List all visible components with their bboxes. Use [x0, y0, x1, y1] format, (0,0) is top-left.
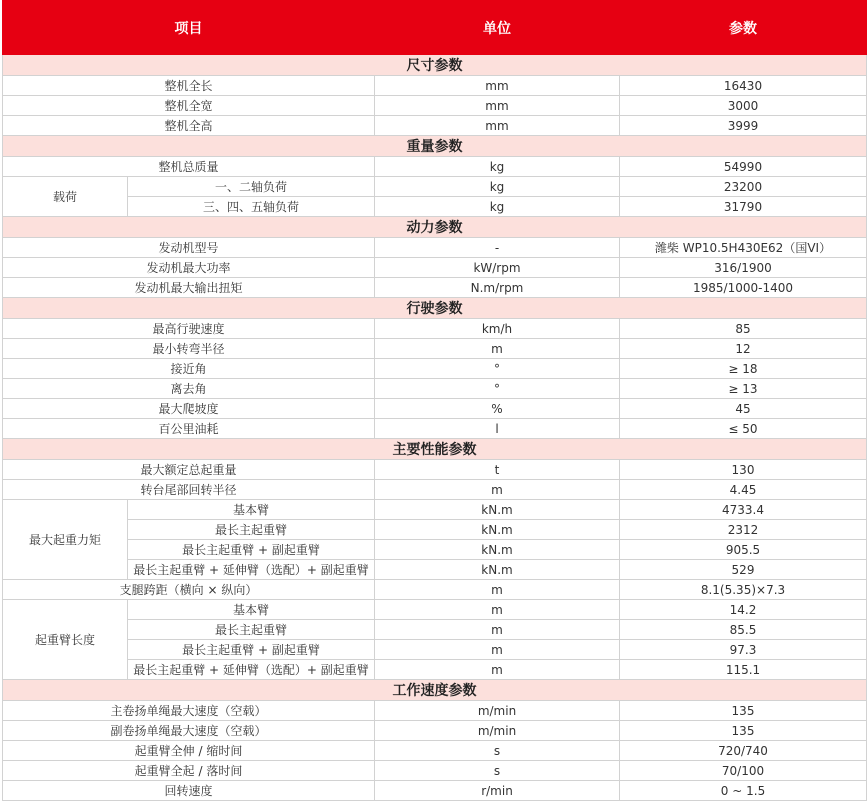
row-label: 起重臂全起 / 落时间 — [3, 761, 375, 781]
row-unit: m/min — [375, 701, 620, 721]
table-row — [3, 460, 867, 480]
row-label: 离去角 — [3, 379, 375, 399]
row-value: 23200 — [620, 177, 867, 197]
row-label: 整机全长 — [3, 76, 375, 96]
row-unit: kg — [375, 157, 620, 177]
row-unit: l — [375, 419, 620, 439]
row-value: 4.45 — [620, 480, 867, 500]
table-row — [3, 741, 867, 761]
row-unit: m/min — [375, 721, 620, 741]
row-value: ≤ 50 — [620, 419, 867, 439]
row-value: 3000 — [620, 96, 867, 116]
row-value: 97.3 — [620, 640, 867, 660]
table-row — [3, 177, 867, 197]
row-label: 整机全高 — [3, 116, 375, 136]
table-row — [3, 258, 867, 278]
row-unit: m — [375, 339, 620, 359]
section-row — [3, 55, 867, 76]
header-row — [3, 1, 867, 55]
row-label: 发动机最大输出扭矩 — [3, 278, 375, 298]
row-unit: kN.m — [375, 500, 620, 520]
row-value: 潍柴 WP10.5H430E62（国VI） — [620, 238, 867, 258]
table-row — [3, 319, 867, 339]
row-label: 百公里油耗 — [3, 419, 375, 439]
table-row — [3, 419, 867, 439]
table-row — [3, 480, 867, 500]
table-row — [3, 721, 867, 741]
row-unit: kN.m — [375, 540, 620, 560]
row-value: 529 — [620, 560, 867, 580]
row-label: 最小转弯半径 — [3, 339, 375, 359]
row-value: 316/1900 — [620, 258, 867, 278]
row-label: 最长主起重臂 + 延伸臂（选配）+ 副起重臂 — [128, 560, 375, 580]
row-label: 最长主起重臂 + 副起重臂 — [128, 540, 375, 560]
table-row — [3, 157, 867, 177]
section-title: 动力参数 — [3, 217, 867, 238]
row-unit: s — [375, 741, 620, 761]
row-label: 三、四、五轴负荷 — [128, 197, 375, 217]
table-row — [3, 197, 867, 217]
group-label: 起重臂长度 — [3, 600, 128, 680]
row-unit: kN.m — [375, 520, 620, 540]
table-row — [3, 660, 867, 680]
row-label: 整机总质量 — [3, 157, 375, 177]
table-row — [3, 540, 867, 560]
table-row — [3, 76, 867, 96]
row-unit: m — [375, 640, 620, 660]
row-value: 8.1(5.35)×7.3 — [620, 580, 867, 600]
table-row — [3, 580, 867, 600]
header-value: 参数 — [620, 1, 867, 55]
row-unit: - — [375, 238, 620, 258]
row-unit: km/h — [375, 319, 620, 339]
row-value: 135 — [620, 721, 867, 741]
row-value: 4733.4 — [620, 500, 867, 520]
row-value: 31790 — [620, 197, 867, 217]
row-label: 最长主起重臂 — [128, 520, 375, 540]
section-row — [3, 298, 867, 319]
row-unit: m — [375, 600, 620, 620]
row-unit: t — [375, 460, 620, 480]
table-row — [3, 640, 867, 660]
row-label: 发动机型号 — [3, 238, 375, 258]
table-row — [3, 560, 867, 580]
table-row — [3, 116, 867, 136]
row-value: 85.5 — [620, 620, 867, 640]
row-label: 副卷扬单绳最大速度（空载） — [3, 721, 375, 741]
row-unit: kg — [375, 197, 620, 217]
row-value: 45 — [620, 399, 867, 419]
row-value: 1985/1000-1400 — [620, 278, 867, 298]
section-title: 行驶参数 — [3, 298, 867, 319]
row-label: 最高行驶速度 — [3, 319, 375, 339]
row-unit: mm — [375, 96, 620, 116]
table-row — [3, 620, 867, 640]
section-title: 尺寸参数 — [3, 55, 867, 76]
table-row — [3, 379, 867, 399]
table-row — [3, 600, 867, 620]
table-row — [3, 96, 867, 116]
row-unit: mm — [375, 76, 620, 96]
section-title: 主要性能参数 — [3, 439, 867, 460]
table-row — [3, 359, 867, 379]
spec-table — [2, 0, 867, 801]
section-row — [3, 217, 867, 238]
row-value: 85 — [620, 319, 867, 339]
row-value: 0 ~ 1.5 — [620, 781, 867, 801]
row-label: 基本臂 — [128, 600, 375, 620]
row-label: 最长主起重臂 + 延伸臂（选配）+ 副起重臂 — [128, 660, 375, 680]
row-label: 回转速度 — [3, 781, 375, 801]
header-unit: 单位 — [375, 1, 620, 55]
table-row — [3, 701, 867, 721]
group-label: 最大起重力矩 — [3, 500, 128, 580]
row-value: 16430 — [620, 76, 867, 96]
table-body — [3, 55, 867, 801]
row-value: 12 — [620, 339, 867, 359]
table-row — [3, 500, 867, 520]
row-unit: ° — [375, 379, 620, 399]
row-unit: kN.m — [375, 560, 620, 580]
row-value: 14.2 — [620, 600, 867, 620]
table-row — [3, 520, 867, 540]
row-label: 转台尾部回转半径 — [3, 480, 375, 500]
table-header — [3, 1, 867, 55]
row-unit: m — [375, 580, 620, 600]
row-value: 70/100 — [620, 761, 867, 781]
row-unit: r/min — [375, 781, 620, 801]
table-row — [3, 339, 867, 359]
row-label: 最大爬坡度 — [3, 399, 375, 419]
table-row — [3, 761, 867, 781]
row-unit: ° — [375, 359, 620, 379]
row-value: 135 — [620, 701, 867, 721]
row-unit: kg — [375, 177, 620, 197]
row-label: 一、二轴负荷 — [128, 177, 375, 197]
row-value: 54990 — [620, 157, 867, 177]
row-value: 130 — [620, 460, 867, 480]
row-unit: m — [375, 620, 620, 640]
section-row — [3, 136, 867, 157]
row-label: 起重臂全伸 / 缩时间 — [3, 741, 375, 761]
row-value: 3999 — [620, 116, 867, 136]
section-row — [3, 680, 867, 701]
section-row — [3, 439, 867, 460]
row-unit: kW/rpm — [375, 258, 620, 278]
row-unit: s — [375, 761, 620, 781]
section-title: 工作速度参数 — [3, 680, 867, 701]
row-unit: mm — [375, 116, 620, 136]
row-unit: N.m/rpm — [375, 278, 620, 298]
row-value: 115.1 — [620, 660, 867, 680]
row-label: 最长主起重臂 — [128, 620, 375, 640]
row-unit: m — [375, 660, 620, 680]
row-label: 发动机最大功率 — [3, 258, 375, 278]
row-label: 整机全宽 — [3, 96, 375, 116]
row-label: 主卷扬单绳最大速度（空载） — [3, 701, 375, 721]
table-row — [3, 781, 867, 801]
row-unit: % — [375, 399, 620, 419]
row-value: ≥ 13 — [620, 379, 867, 399]
row-unit: m — [375, 480, 620, 500]
table-row — [3, 238, 867, 258]
row-label: 基本臂 — [128, 500, 375, 520]
row-label: 接近角 — [3, 359, 375, 379]
table-row — [3, 399, 867, 419]
row-value: ≥ 18 — [620, 359, 867, 379]
row-label: 最大额定总起重量 — [3, 460, 375, 480]
table-row — [3, 278, 867, 298]
row-value: 905.5 — [620, 540, 867, 560]
section-title: 重量参数 — [3, 136, 867, 157]
row-value: 720/740 — [620, 741, 867, 761]
row-label: 最长主起重臂 + 副起重臂 — [128, 640, 375, 660]
row-value: 2312 — [620, 520, 867, 540]
row-label: 支腿跨距（横向 × 纵向） — [3, 580, 375, 600]
header-item: 项目 — [3, 1, 375, 55]
group-label: 载荷 — [3, 177, 128, 217]
